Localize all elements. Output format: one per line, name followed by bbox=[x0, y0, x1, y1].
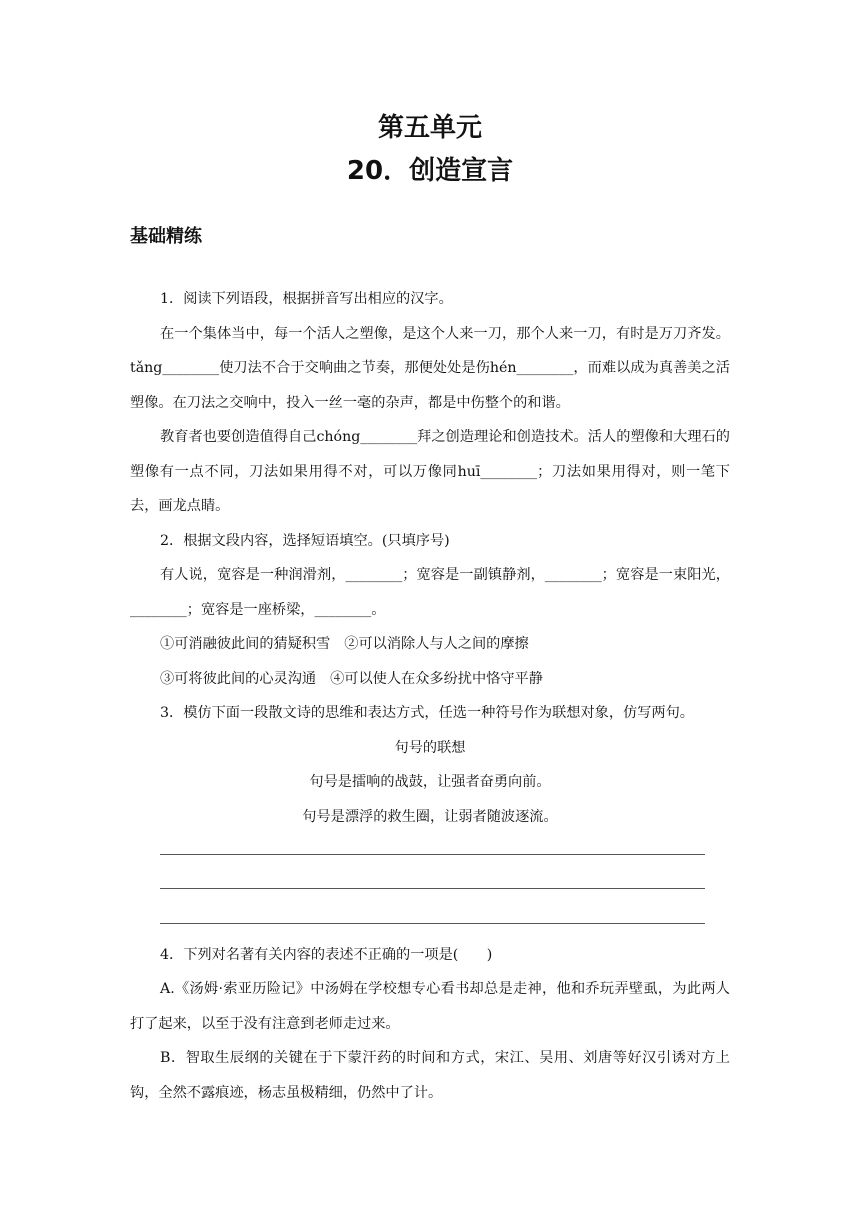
question-2-text: 有人说，宽容是一种润滑剂，________；宽容是一副镇静剂，________；宽容是一束阳光，________；宽容是一座桥梁，________。 bbox=[130, 567, 730, 618]
option-4: ④可以使人在众多纷扰中恪守平静 bbox=[330, 670, 543, 687]
question-1-paragraph-1: 在一个集体当中，每一个活人之塑像，是这个人来一刀，那个人来一刀，有时是万刀齐发。tǎng________使刀法不合于交响曲之节奏，那便处处是伤hén________，而难以成为真善美之活塑像。在刀法之交响中，投入一丝一毫的杂声，都是中伤整个的和谐。 bbox=[130, 325, 730, 411]
question-3-stem: 3．模仿下面一段散文诗的思维和表达方式，任选一种符号作为联想对象，仿写两句。 bbox=[160, 705, 694, 721]
question-1-stem: 1．阅读下列语段，根据拼音写出相应的汉字。 bbox=[160, 291, 453, 307]
answer-line bbox=[160, 869, 705, 904]
option-1: ①可消融彼此间的猜疑积雪 bbox=[160, 636, 331, 652]
lesson-title: 20．创造宣言 bbox=[346, 156, 514, 186]
poem-title: 句号的联想 bbox=[394, 739, 466, 756]
question-4-option-b: B．智取生辰纲的关键在于下蒙汗药的时间和方式，宋江、吴用、刘唐等好汉引诱对方上钩，全然不露痕迹，杨志虽极精细，仍然中了计。 bbox=[130, 1050, 730, 1101]
question-4-option-a: A.《汤姆·索亚历险记》中汤姆在学校想专心看书却总是走神，他和乔玩弄壁虱，为此两人打了起来，以至于没有注意到老师走过来。 bbox=[130, 981, 730, 1032]
question-4-stem: 4．下列对名著有关内容的表述不正确的一项是( ) bbox=[160, 946, 493, 963]
poem-line-1: 句号是擂响的战鼓，让强者奋勇向前。 bbox=[309, 774, 551, 790]
option-3: ③可将彼此间的心灵沟通 bbox=[160, 670, 317, 687]
option-2: ②可以消除人与人之间的摩擦 bbox=[344, 636, 529, 652]
answer-line bbox=[160, 834, 705, 869]
question-2-options-row-2 bbox=[130, 662, 730, 697]
answer-line bbox=[160, 903, 705, 938]
question-2-stem: 2．根据文段内容，选择短语填空。(只填序号) bbox=[160, 532, 450, 549]
question-1-paragraph-2: 教育者也要创造值得自己chóng________拜之创造理论和创造技术。活人的塑像和大理石的塑像有一点不同，刀法如果用得不对，可以万像同huī________；刀法如果用得对，则一笔下去，画龙点睛。 bbox=[130, 429, 730, 514]
poem-line-2: 句号是漂浮的救生圈，让弱者随波逐流。 bbox=[302, 808, 558, 825]
exercise-content bbox=[130, 282, 730, 1110]
section-title: 基础精练 bbox=[130, 226, 202, 247]
unit-title: 第五单元 bbox=[377, 113, 482, 143]
question-2-options-row-1 bbox=[130, 627, 730, 662]
